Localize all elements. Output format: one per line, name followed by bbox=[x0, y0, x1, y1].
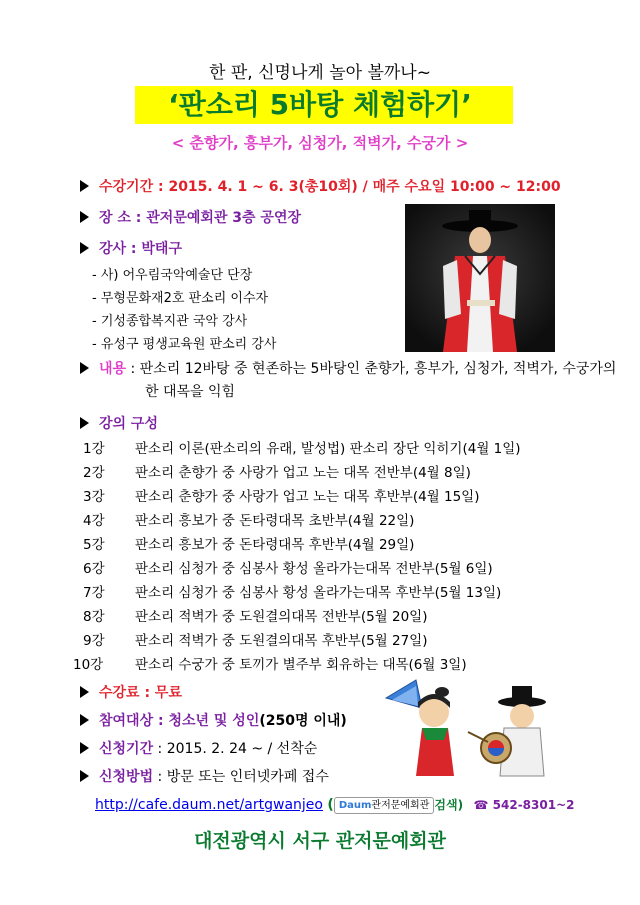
target-value: 청소년 및 성인 bbox=[163, 713, 260, 729]
daum-logo: Daum bbox=[338, 800, 372, 811]
instructor-bio-4: - 유성구 평생교육원 판소리 강사 bbox=[92, 337, 277, 352]
performers-illustration bbox=[372, 678, 552, 778]
lectures-label: 강의 구성 bbox=[99, 416, 158, 432]
lecture-text: 판소리 수궁가 중 토끼가 별주부 회유하는 대목(6월 3일) bbox=[135, 657, 467, 673]
lecture-text: 판소리 춘향가 중 사랑가 업고 노는 대목 전반부(4월 8일) bbox=[135, 465, 471, 481]
period-label: 수강기간 : bbox=[99, 179, 164, 195]
cafe-link[interactable]: http://cafe.daum.net/artgwanjeo bbox=[95, 797, 323, 813]
venue-row bbox=[80, 207, 301, 227]
lecture-number: 4강 bbox=[83, 513, 105, 529]
lecture-number: 7강 bbox=[83, 585, 105, 601]
bullet-triangle-icon bbox=[80, 211, 89, 223]
instructor-name: 박태구 bbox=[136, 241, 182, 257]
bullet-triangle-icon bbox=[80, 362, 89, 374]
target-label: 참여대상 : bbox=[99, 713, 164, 729]
bullet-triangle-icon bbox=[80, 180, 89, 192]
lecture-text: 판소리 적벽가 중 도원결의대목 전반부(5월 20일) bbox=[135, 609, 428, 625]
lecture-text: 판소리 춘향가 중 사랑가 업고 노는 대목 후반부(4월 15일) bbox=[135, 489, 480, 505]
instructor-row bbox=[80, 238, 182, 258]
lecture-number: 8강 bbox=[83, 609, 105, 625]
page-title: ‘판소리 5바탕 체험하기’ bbox=[168, 88, 472, 121]
apply-period-row bbox=[80, 738, 317, 758]
lecture-text: 판소리 적벽가 중 도원결의대목 후반부(5월 27일) bbox=[135, 633, 428, 649]
contact-row bbox=[95, 796, 574, 814]
song-list: < 춘향가, 흥부가, 심청가, 적벽가, 수궁가 > bbox=[171, 134, 469, 152]
instructor-bio-1: - 사) 어우림국악예술단 단장 bbox=[92, 268, 253, 283]
tagline: 한 판, 신명나게 놀아 볼까나~ bbox=[209, 63, 431, 83]
bullet-triangle-icon bbox=[80, 417, 89, 429]
apply-method-label: 신청방법 bbox=[99, 769, 154, 785]
lecture-list bbox=[73, 437, 603, 673]
content-line-1: : 판소리 12바탕 중 현존하는 5바탕인 춘향가, 흥부가, 심청가, 적벽가, 수궁가의 bbox=[126, 361, 617, 377]
lecture-number: 1강 bbox=[83, 441, 105, 457]
content-label: 내용 bbox=[99, 361, 127, 377]
instructor-photo bbox=[405, 204, 555, 352]
lecture-number: 5강 bbox=[83, 537, 105, 553]
bullet-triangle-icon bbox=[80, 770, 89, 782]
period-row bbox=[80, 176, 561, 196]
search-term: 관저문예회관 bbox=[371, 800, 430, 811]
bullet-triangle-icon bbox=[80, 742, 89, 754]
period-value: 2015. 4. 1 ~ 6. 3(총10회) / 매주 수요일 10:00 ~ 12:00 bbox=[163, 179, 561, 195]
instructor-bio-2: - 무형문화재2호 판소리 이수자 bbox=[92, 291, 269, 306]
apply-period-label: 신청기간 bbox=[99, 741, 154, 757]
bullet-triangle-icon bbox=[80, 686, 89, 698]
lecture-text: 판소리 흥보가 중 돈타령대목 초반부(4월 22일) bbox=[135, 513, 415, 529]
search-label: 검색) bbox=[434, 798, 464, 812]
search-open-paren: ( bbox=[327, 797, 334, 813]
lecture-number: 2강 bbox=[83, 465, 105, 481]
content-row bbox=[80, 358, 616, 378]
instructor-label: 강사 : bbox=[99, 241, 137, 257]
lecture-number: 9강 bbox=[83, 633, 105, 649]
lecture-text: 판소리 이론(판소리의 유래, 발성법) 판소리 장단 익히기(4월 1일) bbox=[135, 441, 521, 457]
lecture-number: 3강 bbox=[83, 489, 105, 505]
lecture-text: 판소리 심청가 중 심봉사 황성 올라가는대목 전반부(5월 6일) bbox=[135, 561, 493, 577]
phone-number: ☎ 542-8301~2 bbox=[473, 798, 575, 812]
fee-row bbox=[80, 682, 182, 702]
search-box[interactable] bbox=[334, 797, 435, 814]
lecture-number: 10강 bbox=[73, 657, 104, 673]
apply-period-value: : 2015. 2. 24 ~ / 선착순 bbox=[153, 741, 318, 757]
bullet-triangle-icon bbox=[80, 714, 89, 726]
target-extra: (250명 이내) bbox=[259, 713, 347, 729]
apply-method-value: : 방문 또는 인터넷카페 접수 bbox=[153, 769, 329, 785]
lecture-text: 판소리 흥보가 중 돈타령대목 후반부(4월 29일) bbox=[135, 537, 415, 553]
lectures-heading bbox=[80, 413, 158, 433]
fee-label: 수강료 : 무료 bbox=[99, 685, 182, 701]
target-row bbox=[80, 710, 347, 730]
organizer-footer: 대전광역시 서구 관저문예회관 bbox=[194, 830, 446, 852]
venue-label: 장 소 : bbox=[99, 210, 142, 226]
lecture-text: 판소리 심청가 중 심봉사 황성 올라가는대목 후반부(5월 13일) bbox=[135, 585, 502, 601]
apply-method-row bbox=[80, 766, 329, 786]
venue-value: 관저문예회관 3층 공연장 bbox=[141, 210, 302, 226]
instructor-bio-3: - 기성종합복지관 국악 강사 bbox=[92, 314, 248, 329]
content-line-2: 한 대목을 익힘 bbox=[145, 384, 236, 400]
lecture-number: 6강 bbox=[83, 561, 105, 577]
bullet-triangle-icon bbox=[80, 242, 89, 254]
